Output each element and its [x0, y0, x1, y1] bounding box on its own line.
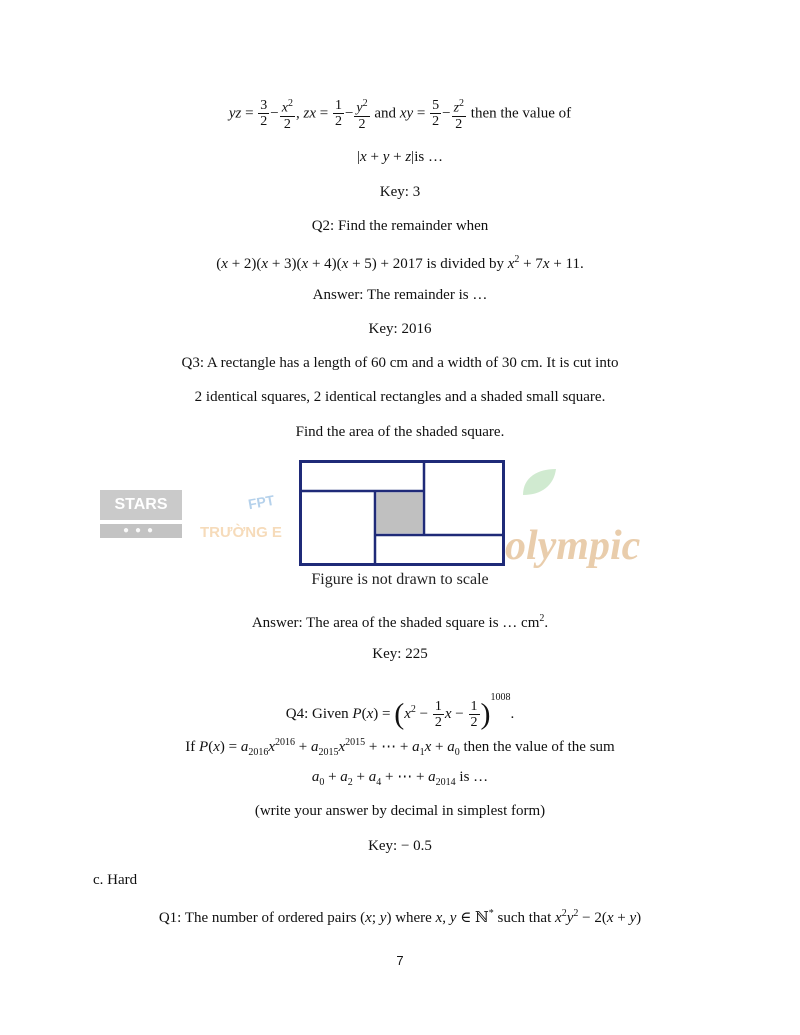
q2-expression-line: (x + 2)(x + 3)(x + 4)(x + 5) + 2017 is divided by $x^2 + 7x + 11$. [216, 254, 584, 272]
q3-line-3: Find the area of the shaded square. [295, 424, 505, 440]
rectangle-figure [299, 460, 505, 566]
key-q1: Key: 3 [379, 184, 421, 200]
q3-answer-line: Answer: The area of the shaded square is … $cm^2$. [251, 613, 549, 631]
and-text: and [374, 105, 397, 122]
then-value-text: then the value of [470, 105, 572, 122]
q3-line-1: Q3: A rectangle has a length of 60 cm and a width of 30 cm. It is cut into [181, 355, 619, 371]
q4-given-text: Q4: Given [285, 706, 349, 722]
hard-q1-line: Q1: The number of ordered pairs (x; y) where x, y ∈ ℕ* such that $x^2y^2 - 2(x + y)$ [158, 908, 642, 926]
q3-answer-text: Answer: The area of the shaded square is … cm [251, 615, 540, 631]
hard-q1-such: such that [497, 910, 552, 926]
q2-answer: Answer: The remainder is … [312, 287, 488, 303]
leaf-watermark-icon [518, 467, 558, 497]
olympic-watermark-text: olympic [505, 523, 641, 569]
page-number: 7 [396, 953, 404, 968]
q4-key: Key: − 0.5 [368, 838, 432, 854]
stars-watermark-dots: ●●● [100, 524, 182, 538]
fpt-watermark-logo: FPT [246, 491, 276, 513]
stars-watermark-text: STARS [100, 490, 182, 520]
q4-then-sum-text: then the value of the sum [463, 739, 615, 755]
q4-if-text: If [185, 739, 196, 755]
stars-watermark-logo [100, 490, 182, 542]
figure-caption: Figure is not drawn to scale [311, 571, 489, 588]
abs-sum-line: |x + y + z|is … [357, 149, 443, 165]
truong-watermark-text: TRƯỜNG E [200, 524, 282, 541]
q2-key: Key: 2016 [368, 321, 432, 337]
q4-polynomial-line: If $P(x) = a_{2016}x^{2016} + a_{2015}x^{2015}$ + ⋯ + $a_1x + a_0$ then the value of the sum [185, 737, 615, 758]
q3-line-2: 2 identical squares, 2 identical rectangles and a shaded small square. [194, 389, 606, 405]
q4-sum-line: $a_0 + a_2 + a_4$ + ⋯ + $a_{2014}$ is … [311, 769, 489, 788]
q4-note: (write your answer by decimal in simplest form) [254, 803, 546, 819]
hard-q1-where: where [395, 910, 432, 926]
q3-key: Key: 225 [372, 646, 428, 662]
q4-is-text: is … [459, 769, 489, 785]
shaded-square [377, 493, 423, 534]
q2-title: Q2: Find the remainder when [311, 218, 489, 234]
hard-heading: c. Hard [93, 872, 138, 888]
q2-divided-text: is divided by [426, 256, 504, 272]
q4-given-line: Q4: Given $P(x) = (x^2$ − $\frac{1}{2}$ x − $\frac{1}{2}$ )$^{1008}$. [285, 692, 515, 731]
abs-tail-text: is … [414, 149, 443, 165]
q1-condition-line: yz = $\frac{3}{2}$ − $\frac{x^2}{2}$ , zx = $\frac{1}{2}$ − $\frac{y^2}{2}$ and xy = $\frac{5}{2}$ − $\frac{z^2}{2}$ then the value of [228, 98, 572, 132]
hard-q1-prefix: Q1: The number of ordered pairs [158, 910, 357, 926]
